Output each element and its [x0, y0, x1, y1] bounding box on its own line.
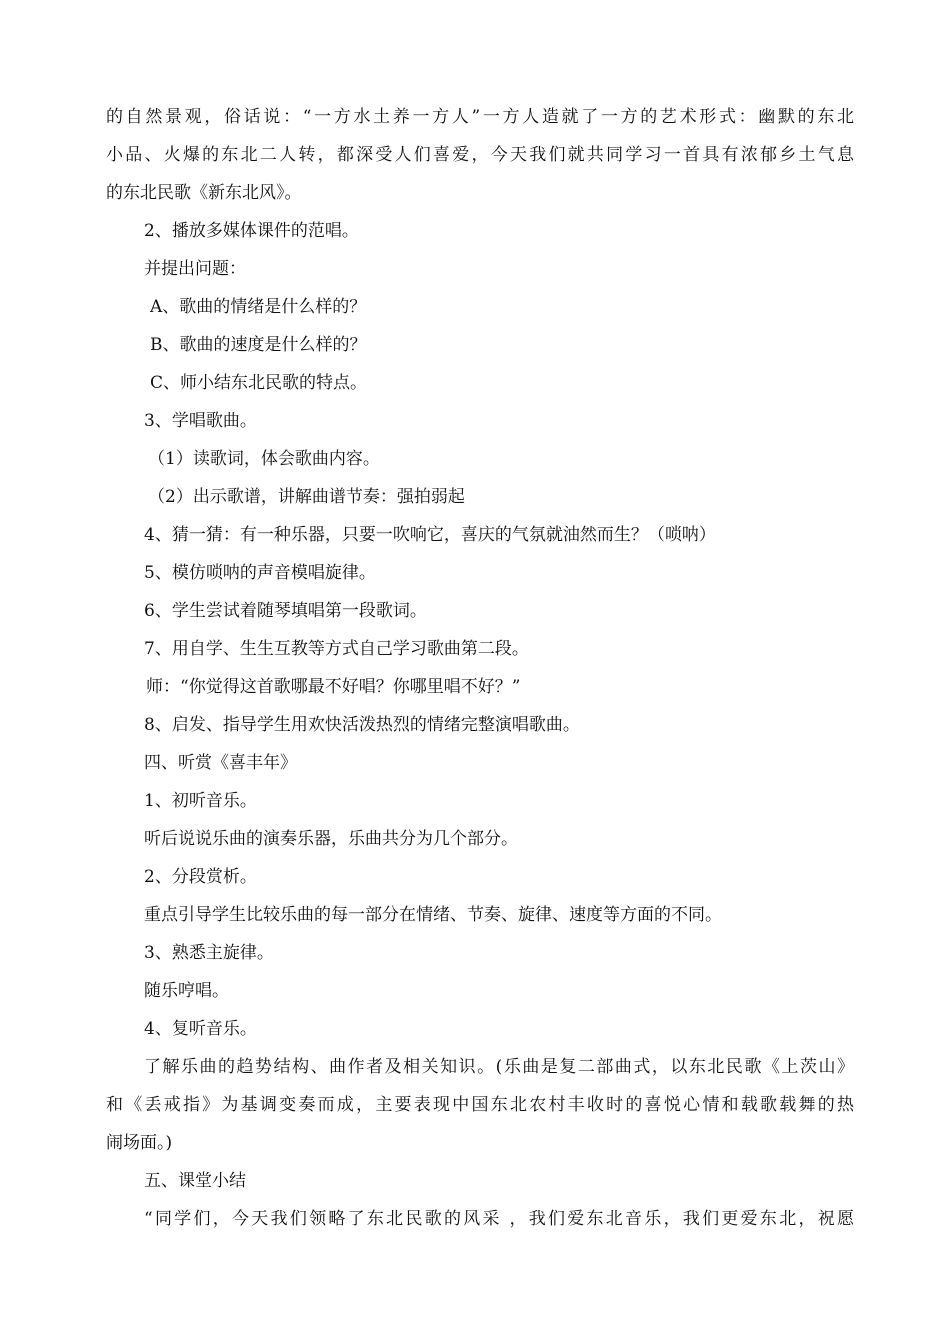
paragraph-line: 小品、火爆的东北二人转，都深受人们喜爱，今天我们就共同学习一首具有浓郁乡土气息 — [106, 145, 854, 165]
list-item: 4、猜一猜：有一种乐器，只要一吹响它，喜庆的气氛就油然而生？（唢呐） — [144, 525, 716, 545]
paragraph-line: 并提出问题： — [144, 259, 246, 279]
list-item: 8、启发、指导学生用欢快活泼热烈的情绪完整演唱歌曲。 — [144, 715, 580, 735]
document-body — [106, 98, 854, 1238]
list-item: 1、初听音乐。 — [144, 791, 257, 811]
paragraph-line: 的自然景观，俗话说：“一方水土养一方人”一方人造就了一方的艺术形式：幽默的东北 — [106, 107, 854, 127]
list-item: B、歌曲的速度是什么样的？ — [150, 335, 367, 355]
list-item: （2）出示歌谱，讲解曲谱节奏：强拍弱起 — [148, 487, 465, 507]
paragraph-line: 重点引导学生比较乐曲的每一部分在情绪、节奏、旋律、速度等方面的不同。 — [144, 905, 722, 925]
paragraph-line: 随乐哼唱。 — [144, 981, 229, 1001]
list-item: 7、用自学、生生互教等方式自己学习歌曲第二段。 — [144, 639, 529, 659]
list-item: 5、模仿唢呐的声音模唱旋律。 — [144, 563, 376, 583]
list-item: 2、分段赏析。 — [144, 867, 257, 887]
list-item: 6、学生尝试着随琴填唱第一段歌词。 — [144, 601, 427, 621]
list-item: 4、复听音乐。 — [144, 1019, 257, 1039]
list-item: C、师小结东北民歌的特点。 — [150, 373, 368, 393]
paragraph-line: 和《丢戒指》为基调变奏而成，主要表现中国东北农村丰收时的喜悦心情和载歌载舞的热 — [106, 1095, 854, 1115]
list-item: 3、熟悉主旋律。 — [144, 943, 274, 963]
list-item: （1）读歌词，体会歌曲内容。 — [148, 449, 380, 469]
section-heading: 四、听赏《喜丰年》 — [144, 753, 297, 773]
paragraph-line: 闹场面。) — [106, 1133, 173, 1153]
paragraph-line: “同学们，今天我们领略了东北民歌的风采 ，我们爱东北音乐，我们更爱东北，祝愿 — [144, 1209, 854, 1229]
list-item: 2、播放多媒体课件的范唱。 — [144, 221, 359, 241]
list-item: A、歌曲的情绪是什么样的？ — [150, 297, 367, 317]
quote-line: 师：“你觉得这首歌哪最不好唱？你哪里唱不好？” — [146, 677, 521, 697]
section-heading: 五、课堂小结 — [144, 1171, 246, 1191]
paragraph-line: 听后说说乐曲的演奏乐器，乐曲共分为几个部分。 — [144, 829, 518, 849]
list-item: 3、学唱歌曲。 — [144, 411, 257, 431]
paragraph-line: 的东北民歌《新东北风》。 — [106, 183, 302, 203]
paragraph-line: 了解乐曲的趋势结构、曲作者及相关知识。(乐曲是复二部曲式，以东北民歌《上茨山》 — [144, 1057, 854, 1077]
